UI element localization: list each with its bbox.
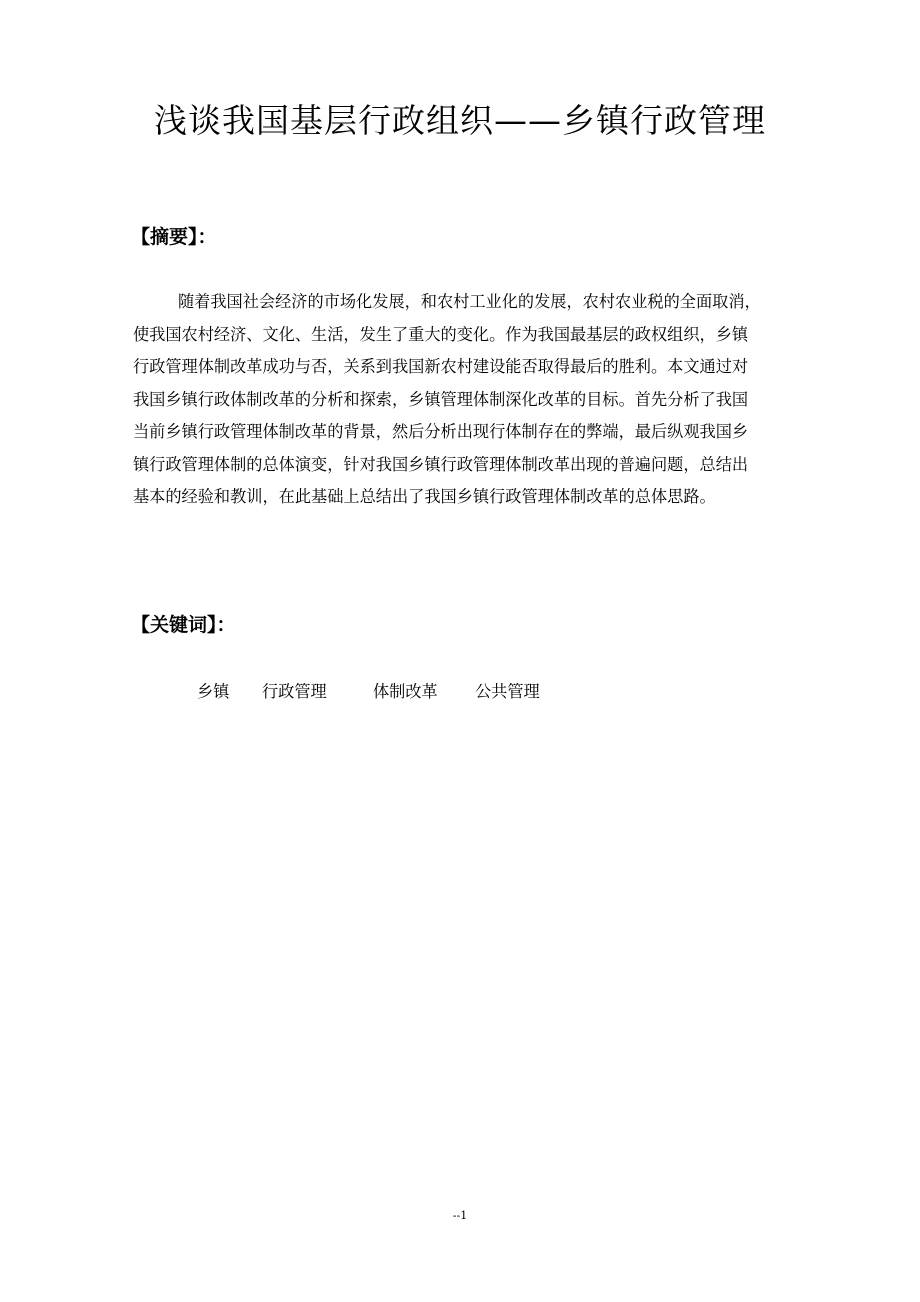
keywords-heading: 【关键词】： [131,614,236,636]
abstract-line: 当前乡镇行政管理体制改革的背景，然后分析出现行体制存在的弊端，最后纵观我国乡 [133,422,749,441]
document-title: 浅谈我国基层行政组织——乡镇行政管理 [154,101,766,140]
abstract-line: 镇行政管理体制的总体演变，针对我国乡镇行政管理体制改革出现的普遍问题，总结出 [133,454,749,474]
keyword-item: 乡镇 [197,682,230,701]
abstract-heading: 【摘要】： [131,226,217,248]
page-number: --1 [452,1209,468,1222]
abstract-body [133,286,833,514]
abstract-line: 基本的经验和教训，在此基础上总结出了我国乡镇行政管理体制改革的总体思路。 [133,487,716,506]
abstract-line: 我国乡镇行政体制改革的分析和探索，乡镇管理体制深化改革的目标。首先分析了我国 [133,389,749,409]
keyword-item: 行政管理 [262,682,327,701]
abstract-line: 使我国农村经济、文化、生活，发生了重大的变化。作为我国最基层的政权组织，乡镇 [133,324,749,344]
keyword-item: 公共管理 [475,682,540,701]
abstract-line: 行政管理体制改革成功与否，关系到我国新农村建设能否取得最后的胜利。本文通过对 [133,357,749,376]
keyword-item: 体制改革 [373,682,438,701]
abstract-line: 随着我国社会经济的市场化发展，和农村工业化的发展，农村农业税的全面取消， [178,292,761,311]
